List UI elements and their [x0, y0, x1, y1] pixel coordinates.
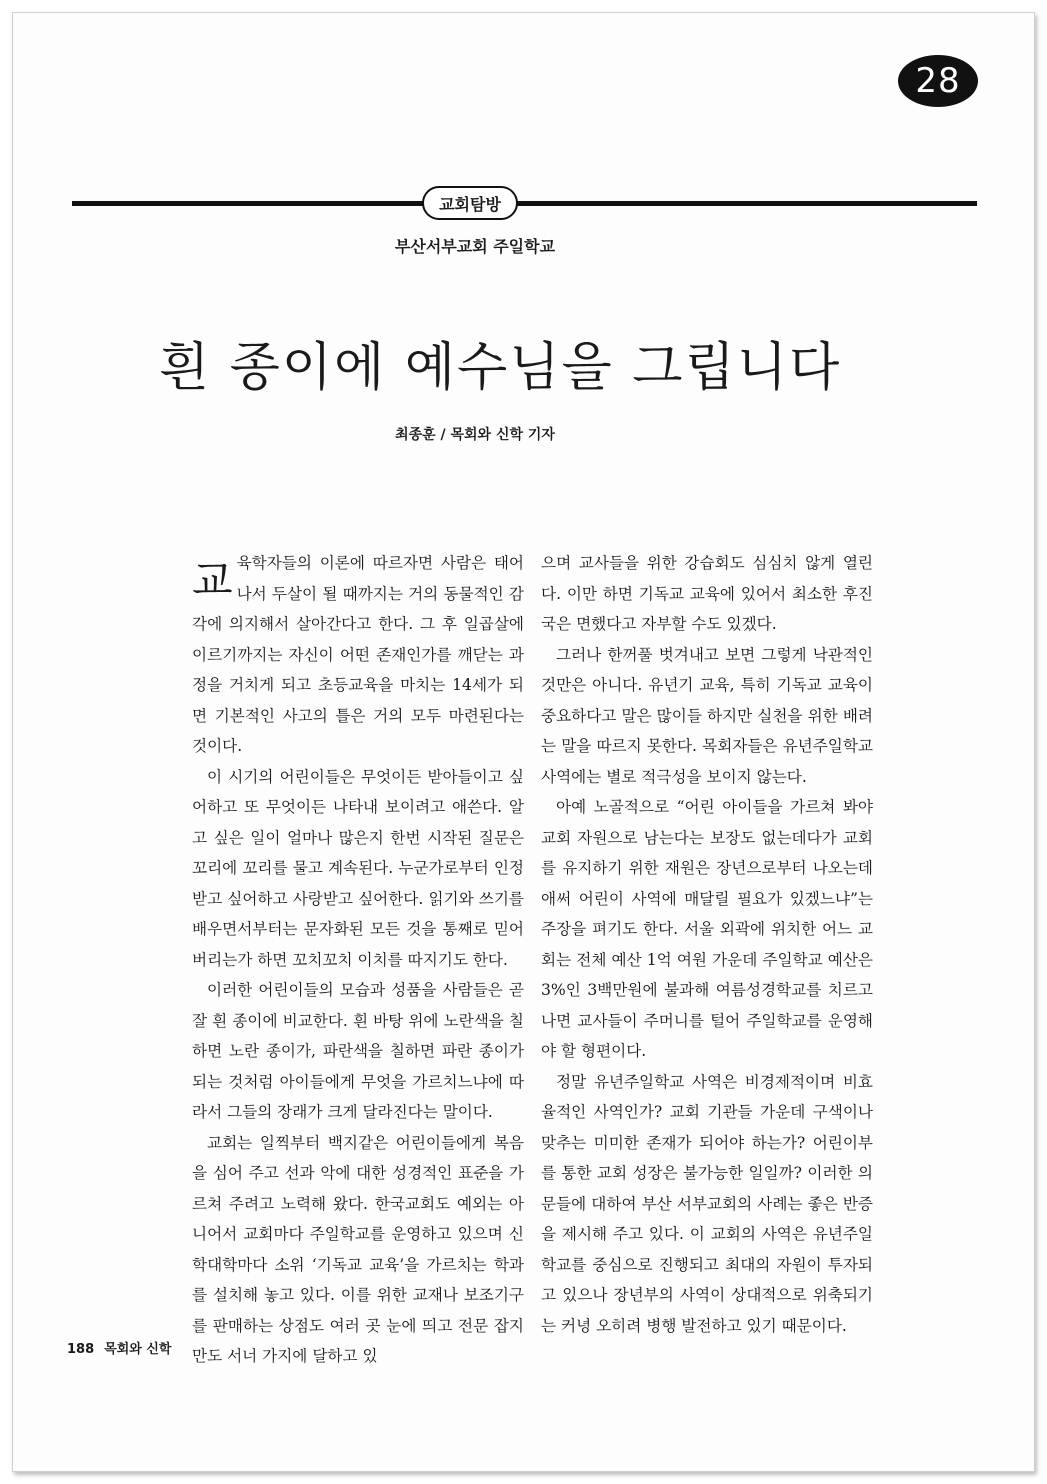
paragraph: 으며 교사들을 위한 강습회도 심심치 않게 열린다. 이만 하면 기독교 교육에 있어서 최소한 후진국은 면했다고 자부할 수도 있겠다. [541, 554, 873, 633]
paragraph: 이러한 어린이들의 모습과 성품을 사람들은 곧잘 흰 종이에 비교한다. 흰 바탕 위에 노란색을 칠하면 노란 종이가, 파란색을 칠하면 파란 종이가 되는 것처럼 아이들에게 무엇을 가르치느냐에 따라서 그들의 장래가 크게 달라진다는 말이다. [192, 981, 524, 1121]
paragraph: 그러나 한꺼풀 벗겨내고 보면 그렇게 낙관적인 것만은 아니다. 유년기 교육, 특히 기독교 교육이 중요하다고 말은 많이들 하지만 실천을 위한 배려는 말을 따르지 못한다. 목회자들은 유년주일학교 사역에는 별로 적극성을 보이지 않는다. [541, 645, 873, 786]
page-footer [67, 1338, 171, 1357]
paragraph: 아예 노골적으로 “어린 아이들을 가르쳐 봐야 교회 자원으로 남는다는 보장도 없는데다가 교회를 유지하기 위한 재원은 장년으로부터 나오는데 애써 어린이 사역에 매달릴 필요가 있겠느냐”는 주장을 펴기도 한다. 서울 외곽에 위치한 어느 교회는 전체 예산 1억 여원 가운데 주일학교 예산은 3%인 3백만원에 불과해 여름성경학교를 치르고 나면 교사들이 주머니를 털어 주일학교를 운영해야 할 형편이다. [541, 798, 873, 1060]
footer-publication: 목회와 신학 [104, 1342, 172, 1357]
article-title: 흰 종이에 예수님을 그립니다 [158, 338, 842, 398]
text-column-left [192, 548, 524, 1372]
article-byline: 최종훈 / 목회와 신학 기자 [395, 427, 555, 443]
paragraph-text: 육학자들의 이론에 따르자면 사람은 태어나서 두살이 될 때까지는 거의 동물적인 감각에 의지해서 살아간다고 한다. 그 후 일곱살에 이르기까지는 자신이 어떤 존재인가를 깨닫는 과정을 거치게 되고 초등교육을 마치는 14세가 되면 기본적인 사고의 틀은 거의 모두 마련된다는 것이다. [192, 554, 524, 755]
drop-cap: 교 [192, 556, 233, 605]
header-rule [72, 201, 977, 206]
article-subtitle: 부산서부교회 주일학교 [394, 237, 556, 256]
footer-page-number: 188 [67, 1342, 95, 1357]
page-number-badge: 28 [898, 55, 978, 107]
paragraph [192, 548, 524, 762]
text-column-right [541, 548, 873, 1341]
paragraph: 이 시기의 어린이들은 무엇이든 받아들이고 싶어하고 또 무엇이든 나타내 보이려고 애쓴다. 알고 싶은 일이 얼마나 많은지 한번 시작된 질문은 꼬리에 꼬리를 물고 계속된다. 누군가로부터 인정받고 싶어하고 사랑받고 싶어한다. 읽기와 쓰기를 배우면서부터는 문자화된 모든 것을 통째로 믿어버리는가 하면 꼬치꼬치 이치를 따지기도 한다. [192, 767, 524, 969]
paragraph: 교회는 일찍부터 백지같은 어린이들에게 복음을 심어 주고 선과 악에 대한 성경적인 표준을 가르쳐 주려고 노력해 왔다. 한국교회도 예외는 아니어서 교회마다 주일학교를 운영하고 있으며 신학대학마다 소위 ‘기독교 교육’을 가르치는 학과를 설치해 놓고 있다. 이를 위한 교재나 보조기구를 판매하는 상점도 여러 곳 눈에 띄고 전문 잡지만도 서너 가지에 달하고 있 [192, 1133, 524, 1365]
section-label: 교회탐방 [422, 186, 518, 220]
paragraph: 정말 유년주일학교 사역은 비경제적이며 비효율적인 사역인가? 교회 기관들 가운데 구색이나 맞추는 미미한 존재가 되어야 하는가? 어린이부를 통한 교회 성장은 불가능한 일일까? 이러한 의문들에 대하여 부산 서부교회의 사례는 좋은 반증을 제시해 주고 있다. 이 교회의 사역은 유년주일학교를 중심으로 진행되고 최대의 자원이 투자되고 있으나 장년부의 사역이 상대적으로 위축되기는 커녕 오히려 병행 발전하고 있기 때문이다. [541, 1072, 873, 1335]
